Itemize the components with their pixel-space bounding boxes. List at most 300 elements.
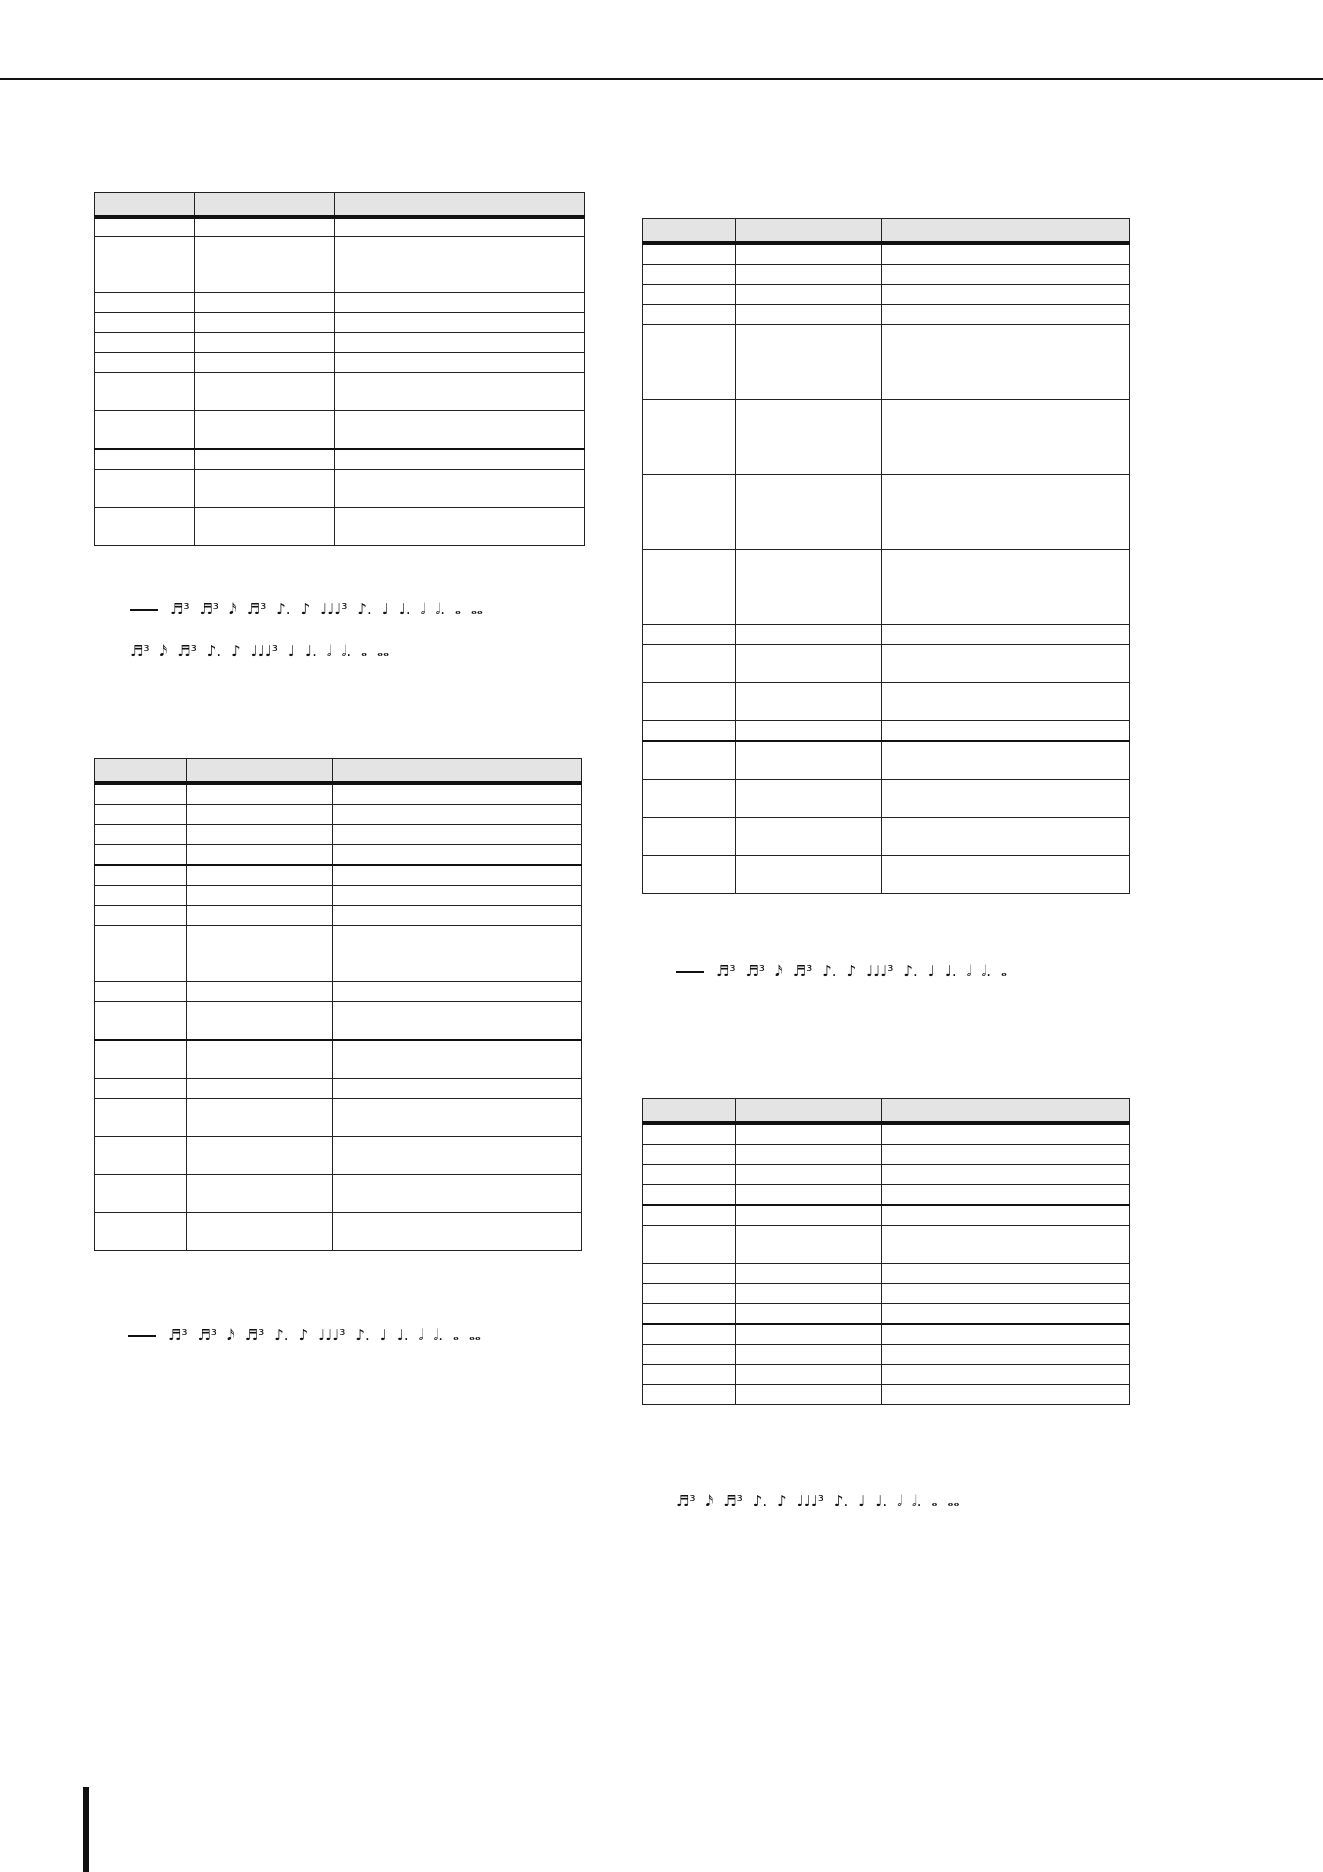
note-value-symbol: 𝅗𝅥. (341, 642, 352, 660)
table-row (95, 449, 585, 470)
dash-symbol (128, 1335, 156, 1337)
note-value-symbol: 𝅘𝅥𝅯 (159, 642, 168, 660)
table-cell (882, 400, 1130, 475)
table-cell (736, 475, 882, 550)
table-row (643, 645, 1130, 683)
note-values-row (128, 1326, 491, 1348)
table-row (95, 508, 585, 546)
table-cell (335, 470, 585, 508)
table-row (95, 783, 582, 805)
column-header (736, 219, 882, 244)
table-cell (882, 1284, 1130, 1304)
table-cell (335, 333, 585, 353)
dash-symbol (676, 971, 704, 973)
note-value-symbol: ♪. (274, 1326, 289, 1344)
table-row (95, 373, 585, 411)
note-value-symbol: ♬³ (177, 642, 197, 660)
table-cell (643, 683, 736, 721)
table-cell (882, 1345, 1130, 1365)
table-cell (195, 293, 335, 313)
note-value-symbol: ♬³ (676, 1492, 696, 1510)
table-row (95, 1040, 582, 1079)
table-cell (333, 982, 582, 1002)
note-value-symbol: ♩ (381, 600, 389, 618)
table-cell (882, 741, 1130, 780)
table-cell (643, 1165, 736, 1185)
parameter-table-2 (94, 758, 582, 1251)
table-cell (643, 645, 736, 683)
table-cell (95, 805, 187, 825)
table-cell (736, 780, 882, 818)
table-row (95, 1213, 582, 1251)
note-values-row (676, 962, 1017, 984)
note-values-row (130, 642, 399, 664)
table-cell (643, 625, 736, 645)
table-cell (333, 926, 582, 982)
table-cell (333, 1213, 582, 1251)
table-row (643, 1365, 1130, 1385)
table-cell (736, 818, 882, 856)
table-row (643, 780, 1130, 818)
table-row (95, 1079, 582, 1099)
table-cell (882, 325, 1130, 400)
table-cell (195, 373, 335, 411)
table-cell (335, 353, 585, 373)
table-cell (882, 780, 1130, 818)
note-value-symbol: ♬³ (716, 962, 736, 980)
note-value-symbol: ♪. (903, 962, 918, 980)
table-cell (333, 783, 582, 805)
table-cell (643, 265, 736, 285)
table-cell (643, 285, 736, 305)
table-row (95, 805, 582, 825)
table-cell (95, 1137, 187, 1175)
table-cell (187, 886, 333, 906)
note-value-symbol: ♬³ (168, 1326, 188, 1344)
table-row (95, 825, 582, 845)
note-values-row (676, 1492, 969, 1514)
table-cell (95, 293, 195, 313)
table-row (643, 1123, 1130, 1145)
table-cell (187, 1137, 333, 1175)
table-header-row (643, 219, 1130, 244)
table-cell (333, 906, 582, 926)
table-cell (736, 550, 882, 625)
note-value-symbol: 𝅗𝅥 (966, 962, 972, 980)
table-row (643, 683, 1130, 721)
note-value-symbol: ♬³ (170, 600, 190, 618)
table-cell (643, 1205, 736, 1226)
table-cell (643, 1264, 736, 1284)
table-cell (882, 856, 1130, 894)
table-cell (95, 926, 187, 982)
note-value-symbol: ♩ (858, 1492, 866, 1510)
column-header (187, 759, 333, 784)
note-value-symbol: 𝅝 (452, 1326, 459, 1344)
note-value-symbol: ♪. (206, 642, 222, 660)
table-cell (736, 1226, 882, 1264)
column-header (643, 1099, 736, 1124)
table-cell (333, 845, 582, 866)
note-value-symbol: ♩. (398, 600, 411, 618)
table-cell (736, 285, 882, 305)
table-cell (95, 333, 195, 353)
table-row (643, 625, 1130, 645)
column-header (335, 193, 585, 218)
table-cell (643, 721, 736, 742)
table-cell (195, 449, 335, 470)
note-value-symbol: 𝅗𝅥 (420, 600, 426, 618)
parameter-table-4 (642, 1098, 1130, 1405)
table-cell (643, 1345, 736, 1365)
table-row (643, 856, 1130, 894)
note-value-symbol: 𝅗𝅥. (435, 600, 445, 618)
table-cell (643, 1304, 736, 1325)
table-cell (882, 285, 1130, 305)
table-cell (333, 886, 582, 906)
table-cell (335, 237, 585, 293)
dash-symbol (130, 609, 158, 611)
table-cell (736, 305, 882, 325)
column-header (882, 1099, 1130, 1124)
table-cell (95, 508, 195, 546)
column-header (882, 219, 1130, 244)
table-cell (882, 1165, 1130, 1185)
note-value-symbol: 𝅘𝅥𝅯 (774, 962, 783, 980)
note-value-symbol: 𝅗𝅥 (326, 642, 332, 660)
table-row (643, 1226, 1130, 1264)
table-cell (882, 1385, 1130, 1405)
header-rule (0, 78, 1323, 80)
table-cell (882, 1365, 1130, 1385)
table-cell (95, 1079, 187, 1099)
note-value-symbol: ♬³ (199, 600, 219, 618)
table-cell (643, 1226, 736, 1264)
note-value-symbol: ♬³ (197, 1326, 217, 1344)
column-header (643, 219, 736, 244)
table-cell (333, 1002, 582, 1041)
table-cell (882, 243, 1130, 265)
table-cell (882, 1145, 1130, 1165)
table-cell (882, 1123, 1130, 1145)
table-cell (736, 265, 882, 285)
table-cell (333, 1079, 582, 1099)
table-cell (882, 1185, 1130, 1206)
table-cell (643, 818, 736, 856)
table-cell (335, 449, 585, 470)
table-row (95, 982, 582, 1002)
table-cell (736, 1345, 882, 1365)
note-value-symbol: ♩ (927, 962, 935, 980)
table-cell (195, 353, 335, 373)
table-cell (736, 1123, 882, 1145)
column-header (95, 193, 195, 218)
table-cell (95, 353, 195, 373)
note-value-symbol: ♪. (833, 1492, 849, 1510)
table-cell (736, 325, 882, 400)
note-value-symbol: ♩. (305, 642, 317, 660)
table-cell (882, 721, 1130, 742)
table-header-row (95, 193, 585, 218)
table-row (643, 1264, 1130, 1284)
table-cell (736, 1284, 882, 1304)
table-row (95, 1175, 582, 1213)
table-cell (882, 1304, 1130, 1325)
table-cell (736, 683, 882, 721)
table-cell (882, 1324, 1130, 1345)
table-cell (643, 243, 736, 265)
table-row (643, 265, 1130, 285)
table-row (95, 353, 585, 373)
table-cell (643, 1284, 736, 1304)
table-cell (95, 470, 195, 508)
table-row (95, 1002, 582, 1041)
note-value-symbol: 𝅝 (454, 600, 461, 618)
note-value-symbol: 𝅘𝅥𝅯 (226, 1326, 235, 1344)
table-cell (643, 1365, 736, 1385)
table-row (643, 1304, 1130, 1325)
note-value-symbol: ♩ (379, 1326, 387, 1344)
table-cell (643, 305, 736, 325)
table-cell (187, 1213, 333, 1251)
table-cell (736, 1264, 882, 1284)
table-cell (95, 217, 195, 237)
table-cell (335, 411, 585, 450)
note-value-symbol: ♪. (822, 962, 837, 980)
note-value-symbol: ♬³ (745, 962, 765, 980)
note-value-symbol: ♩. (396, 1326, 409, 1344)
table-cell (187, 805, 333, 825)
parameter-table-3 (642, 218, 1130, 894)
table-cell (95, 783, 187, 805)
table-cell (335, 373, 585, 411)
note-value-symbol: ♪. (276, 600, 291, 618)
table-row (95, 1099, 582, 1137)
table-cell (882, 1205, 1130, 1226)
table-cell (335, 313, 585, 333)
table-cell (643, 1385, 736, 1405)
table-cell (882, 550, 1130, 625)
note-value-symbol: ♪. (355, 1326, 370, 1344)
table-row (95, 886, 582, 906)
note-value-symbol: ♩♩♩³ (866, 962, 894, 980)
table-row (95, 237, 585, 293)
table-cell (187, 1079, 333, 1099)
table-row (643, 1145, 1130, 1165)
table-cell (736, 1324, 882, 1345)
note-value-symbol: 𝅝 (1000, 962, 1007, 980)
note-value-symbol: ♪. (357, 600, 372, 618)
note-value-symbol: 𝅝𝅝 (377, 642, 390, 660)
table-cell (643, 741, 736, 780)
table-cell (187, 825, 333, 845)
table-cell (195, 237, 335, 293)
note-value-symbol: ♩♩♩³ (318, 1326, 346, 1344)
table-cell (95, 411, 195, 450)
table-cell (643, 856, 736, 894)
note-value-symbol: ♩. (944, 962, 957, 980)
table-cell (95, 825, 187, 845)
table-cell (736, 1365, 882, 1385)
table-cell (187, 783, 333, 805)
table-cell (95, 1099, 187, 1137)
table-row (95, 293, 585, 313)
table-row (643, 325, 1130, 400)
table-cell (643, 1185, 736, 1206)
table-cell (736, 721, 882, 742)
note-value-symbol: ♪ (777, 1492, 787, 1510)
table-cell (736, 1205, 882, 1226)
table-row (643, 1165, 1130, 1185)
note-value-symbol: ♪. (752, 1492, 768, 1510)
table-cell (333, 1137, 582, 1175)
table-cell (187, 926, 333, 982)
table-cell (333, 865, 582, 886)
note-value-symbol: ♬³ (246, 600, 267, 618)
table-cell (643, 475, 736, 550)
note-value-symbol: 𝅝𝅝 (947, 1492, 960, 1510)
table-cell (335, 217, 585, 237)
table-row (643, 1324, 1130, 1345)
table-cell (95, 1040, 187, 1079)
table-cell (333, 1175, 582, 1213)
table-cell (882, 1226, 1130, 1264)
table-cell (882, 1264, 1130, 1284)
table-cell (333, 1099, 582, 1137)
table-row (643, 243, 1130, 265)
note-value-symbol: ♬³ (244, 1326, 265, 1344)
table-cell (95, 865, 187, 886)
note-value-symbol: 𝅗𝅥 (897, 1492, 902, 1510)
table-row (95, 470, 585, 508)
table-cell (95, 449, 195, 470)
table-row (643, 1345, 1130, 1365)
table-row (95, 313, 585, 333)
note-value-symbol: 𝅗𝅥. (981, 962, 991, 980)
table-row (643, 475, 1130, 550)
note-value-symbol: ♬³ (130, 642, 150, 660)
table-cell (882, 625, 1130, 645)
table-row (643, 1385, 1130, 1405)
table-cell (882, 265, 1130, 285)
table-cell (95, 313, 195, 333)
parameter-table-1 (94, 192, 585, 546)
table-row (95, 217, 585, 237)
table-cell (195, 508, 335, 546)
table-cell (333, 825, 582, 845)
table-row (95, 926, 582, 982)
table-row (643, 285, 1130, 305)
column-header (95, 759, 187, 784)
table-cell (95, 906, 187, 926)
table-cell (882, 645, 1130, 683)
table-cell (335, 508, 585, 546)
note-value-symbol: 𝅝 (361, 642, 368, 660)
table-cell (736, 1145, 882, 1165)
note-value-symbol: 𝅗𝅥 (418, 1326, 424, 1344)
note-value-symbol: 𝅝 (931, 1492, 938, 1510)
table-cell (736, 1165, 882, 1185)
table-row (95, 865, 582, 886)
note-value-symbol: 𝅝𝅝 (468, 1326, 481, 1344)
table-row (643, 1205, 1130, 1226)
table-cell (95, 886, 187, 906)
table-cell (736, 1304, 882, 1325)
table-cell (187, 1175, 333, 1213)
note-value-symbol: ♩♩♩³ (796, 1492, 824, 1510)
table-cell (195, 333, 335, 353)
table-cell (643, 550, 736, 625)
note-value-symbol: ♬³ (792, 962, 813, 980)
table-row (643, 1284, 1130, 1304)
table-row (95, 1137, 582, 1175)
note-value-symbol: ♩ (287, 642, 295, 660)
table-cell (643, 780, 736, 818)
table-cell (333, 1040, 582, 1079)
note-value-symbol: ♪ (231, 642, 241, 660)
table-cell (736, 1385, 882, 1405)
table-row (95, 906, 582, 926)
table-cell (95, 845, 187, 866)
table-cell (195, 313, 335, 333)
table-cell (187, 845, 333, 866)
table-cell (643, 1123, 736, 1145)
table-cell (187, 1099, 333, 1137)
page-edge-bar (83, 1787, 89, 1872)
note-value-symbol: ♪ (300, 600, 311, 618)
table-row (95, 845, 582, 866)
table-row (95, 411, 585, 450)
column-header (333, 759, 582, 784)
table-cell (643, 1145, 736, 1165)
table-cell (95, 1175, 187, 1213)
table-cell (187, 982, 333, 1002)
table-cell (736, 625, 882, 645)
table-cell (882, 818, 1130, 856)
table-cell (95, 237, 195, 293)
column-header (736, 1099, 882, 1124)
table-row (643, 1185, 1130, 1206)
table-cell (882, 475, 1130, 550)
table-cell (187, 1040, 333, 1079)
table-cell (882, 305, 1130, 325)
table-cell (187, 1002, 333, 1041)
note-value-symbol: ♬³ (723, 1492, 743, 1510)
table-header-row (95, 759, 582, 784)
table-cell (736, 856, 882, 894)
table-cell (882, 683, 1130, 721)
note-value-symbol: ♪ (298, 1326, 309, 1344)
table-cell (95, 1213, 187, 1251)
note-value-symbol: ♩♩♩³ (320, 600, 348, 618)
table-row (643, 550, 1130, 625)
note-values-row (130, 600, 493, 622)
table-cell (736, 243, 882, 265)
column-header (195, 193, 335, 218)
table-row (643, 818, 1130, 856)
table-cell (736, 400, 882, 475)
table-cell (643, 400, 736, 475)
table-cell (187, 906, 333, 926)
note-value-symbol: 𝅘𝅥𝅯 (228, 600, 237, 618)
table-cell (643, 325, 736, 400)
table-row (643, 721, 1130, 742)
table-cell (736, 1185, 882, 1206)
note-value-symbol: 𝅘𝅥𝅯 (705, 1492, 714, 1510)
table-row (95, 333, 585, 353)
table-cell (95, 982, 187, 1002)
note-value-symbol: 𝅗𝅥. (911, 1492, 922, 1510)
